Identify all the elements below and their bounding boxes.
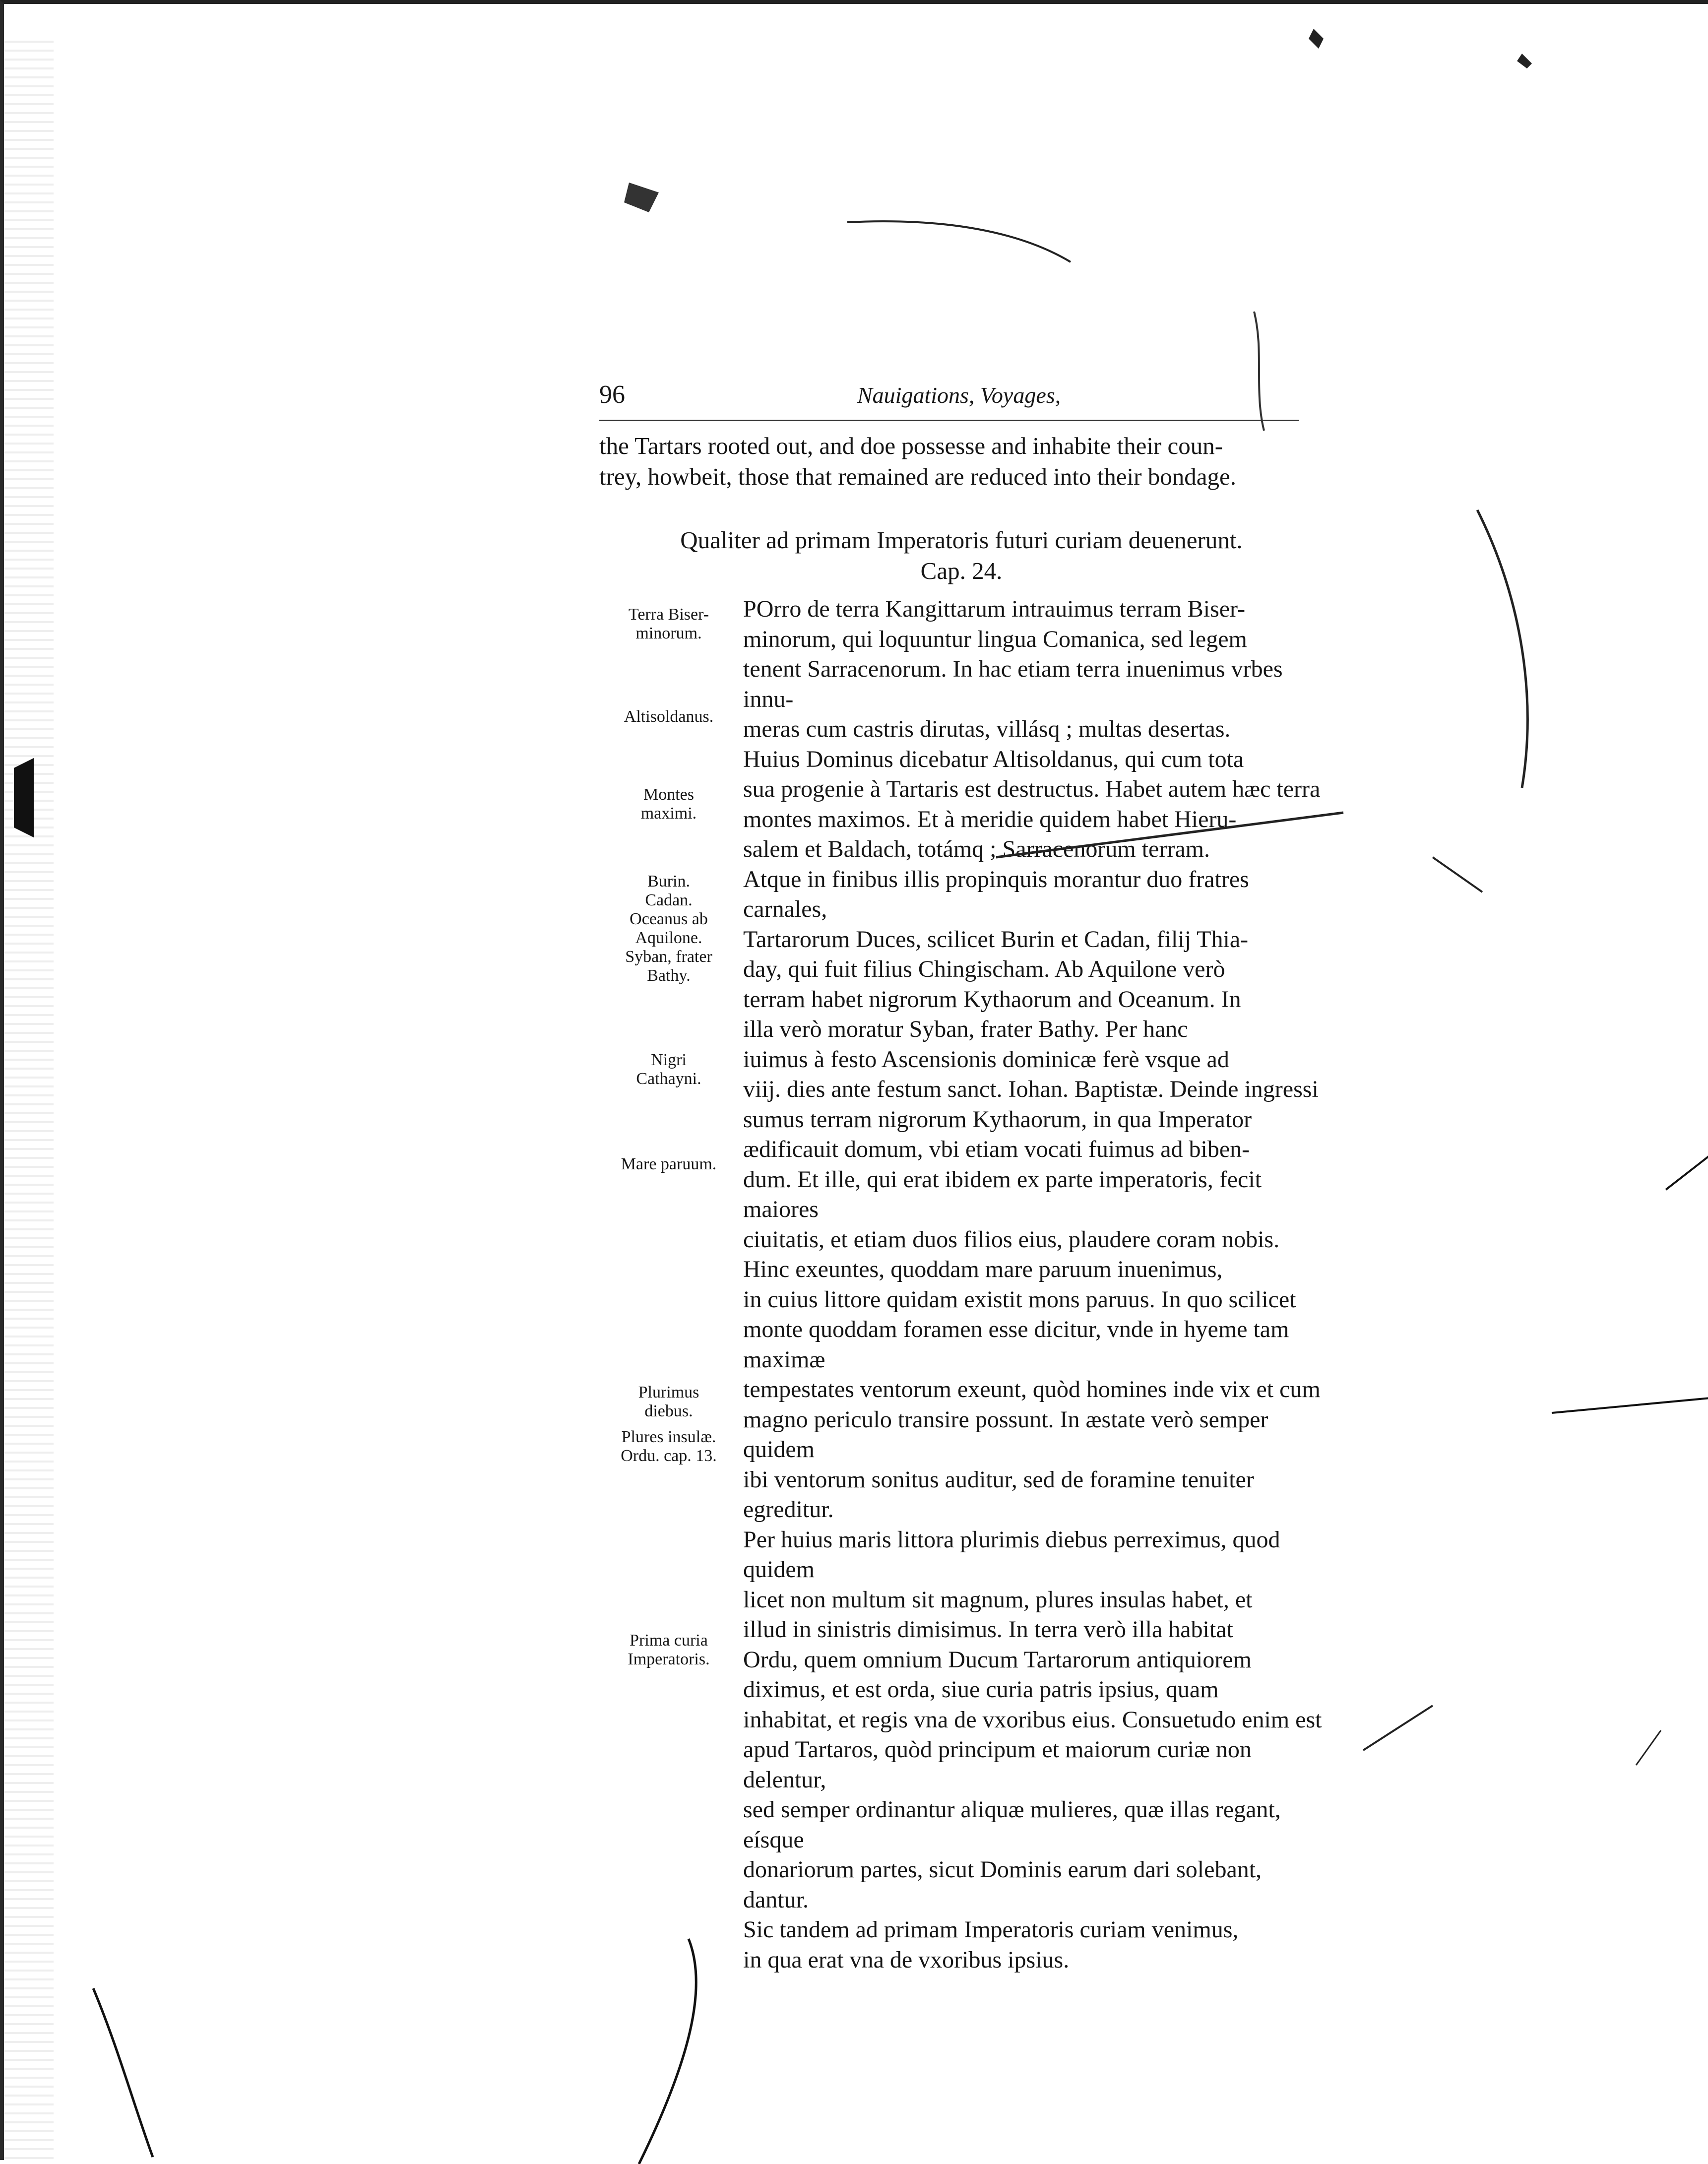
marginal-note: Terra Biser- minorum. — [628, 605, 709, 642]
scan-artifacts — [4, 4, 1708, 2164]
ink-speck — [624, 183, 659, 212]
main-text: POrro de terra Kangittarum intrauimus terram Biser- minorum, qui loquuntur lingua Comanica, sed legem tenent Sarracenorum. In hac etiam terra inuenimus vrbes innu- meras cum castris dirutas, villásq ; multas desertas. Huius Dominus dicebatur Altisoldanus, qui cum tota sua progenie à Tartaris est destructus. Habet autem hæc terra montes maximos. Et à meridie quidem habet Hieru- salem et Baldach, totámq ; Sarracenorum terram. Atque in finibus illis propinquis morantur duo fratres carnales, Tartarorum Duces, scilicet Burin et Cadan, filij Thia- day, qui fuit filius Chingischam. Ab Aquilone verò terram habet nigrorum Kythaorum and Oceanum. In illa verò moratur Syban, frater Bathy. Per hanc iuimus à festo Ascensionis dominicæ ferè vsque ad viij. dies ante festum sanct. Iohan. Baptistæ. Deinde ingressi sumus terram nigrorum Kythaorum, in qua Imperator ædificauit domum, vbi etiam vocati fuimus ad biben- dum. Et ille, qui erat ibidem ex parte imperatoris, fecit maiores ciuitatis, et etiam duos filios eius, plaudere coram nobis. Hinc exeuntes, quoddam mare paruum inuenimus, in cuius littore quidam existit mons paruus. In quo scilicet monte quoddam foramen esse dicitur, vnde in hyeme tam maximæ tempestates ventorum exeunt, quòd homines inde vix et cum magno periculo transire possunt. In æstate verò semper quidem ibi ventorum sonitus auditur, sed de foramine tenuiter egreditur. Per huius maris littora plurimis diebus perreximus, quod quidem licet non multum sit magnum, plures insulas habet, et illud in sinistris dimisimus. In terra verò illa habitat Ordu, quem omnium Ducum Tartarorum antiquiorem diximus, et est orda, siue curia patris ipsius, quam inhabitat, et regis vna de vxoribus eius. Consuetudo enim est apud Tartaros, quòd principum et maiorum curiæ non delentur, sed semper ordinantur aliquæ mulieres, quæ illas regant, eísque donariorum partes, sicut Dominis earum dari solebant, dantur. Sic tandem ad primam Imperatoris curiam venimus, in qua erat vna de vxoribus ipsius. — [743, 596, 1322, 1973]
ink-speck — [1517, 54, 1532, 68]
page-number: 96 — [599, 381, 625, 409]
marginal-note: Nigri Cathayni. — [636, 1051, 701, 1088]
pen-stroke — [996, 813, 1343, 857]
pen-stroke — [1254, 312, 1264, 431]
marginal-note: Altisoldanus. — [624, 707, 714, 726]
ink-speck — [1309, 29, 1324, 49]
pen-stroke — [847, 221, 1071, 262]
pen-stroke — [93, 1988, 153, 2157]
intro-text: the Tartars rooted out, and doe possesse and inhabite their coun- trey, howbeit, those that remained are reduced into their bondage. — [599, 432, 1236, 490]
marginal-note: Plures insulæ. Ordu. cap. 13. — [621, 1428, 717, 1465]
marginal-note: Plurimus diebus. — [638, 1383, 699, 1420]
pen-stroke — [1636, 1730, 1661, 1765]
pen-stroke — [1666, 1155, 1708, 1190]
pen-stroke — [1477, 510, 1527, 788]
running-head: Nauigations, Voyages, — [857, 382, 1061, 408]
pen-stroke — [639, 1939, 696, 2164]
marginal-note: Montes maximi. — [640, 785, 697, 823]
marginal-note: Burin. Cadan. Oceanus ab Aquilone. Syban, frater Bathy. — [625, 872, 712, 985]
pen-stroke — [1552, 1398, 1708, 1413]
edge-blot — [14, 758, 34, 837]
pen-stroke — [1363, 1706, 1433, 1750]
marginal-note: Prima curia Imperatoris. — [628, 1631, 710, 1668]
chapter-heading: Qualiter ad primam Imperatoris futuri curiam deuenerunt. Cap. 24. — [680, 526, 1243, 584]
pen-stroke — [1433, 857, 1482, 892]
marginal-note: Mare paruum. — [621, 1155, 717, 1173]
